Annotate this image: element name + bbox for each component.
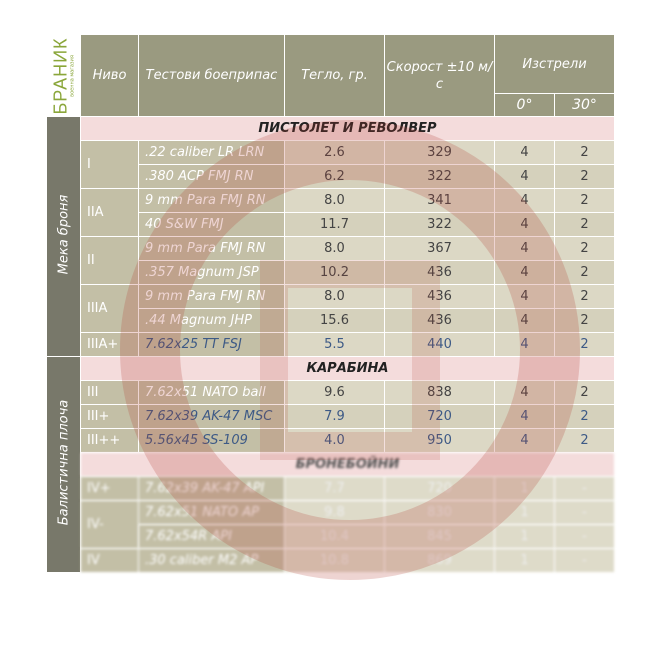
weight-cell: 6.2 bbox=[285, 165, 385, 189]
table-row bbox=[47, 285, 615, 309]
weight-cell: 4.0 bbox=[285, 429, 385, 453]
table-row bbox=[47, 333, 615, 357]
velocity-cell: 436 bbox=[385, 285, 495, 309]
velocity-cell: 950 bbox=[385, 429, 495, 453]
shots-0-cell: 4 bbox=[495, 213, 555, 237]
velocity-cell: 341 bbox=[385, 189, 495, 213]
shots-30-cell: 2 bbox=[555, 165, 615, 189]
header-level: Ниво bbox=[81, 35, 139, 117]
shots-0-cell: 4 bbox=[495, 165, 555, 189]
table-row bbox=[47, 501, 615, 525]
weight-cell: 10.2 bbox=[285, 261, 385, 285]
weight-cell: 11.7 bbox=[285, 213, 385, 237]
shots-30-cell: 2 bbox=[555, 405, 615, 429]
ammo-cell: 5.56x45 SS-109 bbox=[139, 429, 285, 453]
level-cell: IIIA bbox=[81, 285, 139, 333]
ammo-cell: .22 caliber LR LRN bbox=[139, 141, 285, 165]
weight-cell: 8.0 bbox=[285, 237, 385, 261]
weight-cell: 15.6 bbox=[285, 309, 385, 333]
section-ap: БРОНЕБОЙНИ bbox=[81, 453, 615, 477]
header-shots-0: 0° bbox=[495, 94, 555, 117]
weight-cell: 10.8 bbox=[285, 549, 385, 573]
sidebar-soft-armor bbox=[47, 117, 81, 357]
shots-0-cell: 4 bbox=[495, 285, 555, 309]
level-cell: IV- bbox=[81, 501, 139, 549]
weight-cell: 7.7 bbox=[285, 477, 385, 501]
velocity-cell: 869 bbox=[385, 549, 495, 573]
header-shots-30: 30° bbox=[555, 94, 615, 117]
ammo-cell: 7.62x54R API bbox=[139, 525, 285, 549]
ammo-cell: 7.62x51 NATO AP bbox=[139, 501, 285, 525]
weight-cell: 2.6 bbox=[285, 141, 385, 165]
velocity-cell: 322 bbox=[385, 165, 495, 189]
shots-0-cell: 4 bbox=[495, 189, 555, 213]
level-cell: IIIA+ bbox=[81, 333, 139, 357]
table-row bbox=[47, 429, 615, 453]
section-row bbox=[47, 117, 615, 141]
ammo-cell: 7.62x39 AK-47 API bbox=[139, 477, 285, 501]
shots-30-cell: 2 bbox=[555, 237, 615, 261]
shots-0-cell: 4 bbox=[495, 261, 555, 285]
sidebar-plate bbox=[47, 357, 81, 573]
velocity-cell: 367 bbox=[385, 237, 495, 261]
header-velocity: Скорост ±10 м/с bbox=[385, 35, 495, 117]
weight-cell: 8.0 bbox=[285, 189, 385, 213]
velocity-cell: 329 bbox=[385, 141, 495, 165]
shots-30-cell: 2 bbox=[555, 261, 615, 285]
shots-0-cell: 4 bbox=[495, 381, 555, 405]
velocity-cell: 720 bbox=[385, 405, 495, 429]
weight-cell: 7.9 bbox=[285, 405, 385, 429]
header-weight: Тегло, гр. bbox=[285, 35, 385, 117]
shots-0-cell: 4 bbox=[495, 333, 555, 357]
shots-0-cell: 4 bbox=[495, 237, 555, 261]
ammo-cell: .30 caliber M2 AP bbox=[139, 549, 285, 573]
shots-30-cell: 2 bbox=[555, 213, 615, 237]
header-row bbox=[47, 35, 615, 94]
ammo-cell: .44 Magnum JHP bbox=[139, 309, 285, 333]
logo-tagline: военна магазия bbox=[69, 55, 76, 97]
sidebar-soft-label: Мека броня bbox=[56, 194, 71, 274]
ammo-cell: 9 mm Para FMJ RN bbox=[139, 189, 285, 213]
shots-30-cell: 2 bbox=[555, 333, 615, 357]
logo-name: БРАНИК bbox=[50, 37, 71, 115]
section-pistol: ПИСТОЛЕТ И РЕВОЛВЕР bbox=[81, 117, 615, 141]
table-row bbox=[47, 381, 615, 405]
table-row bbox=[47, 141, 615, 165]
ammo-cell: 40 S&W FMJ bbox=[139, 213, 285, 237]
level-cell: III bbox=[81, 381, 139, 405]
weight-cell: 9.8 bbox=[285, 501, 385, 525]
ammo-cell: .380 ACP FMJ RN bbox=[139, 165, 285, 189]
level-cell: II bbox=[81, 237, 139, 285]
section-row bbox=[47, 453, 615, 477]
shots-0-cell: 4 bbox=[495, 309, 555, 333]
weight-cell: 5.5 bbox=[285, 333, 385, 357]
level-cell: IV bbox=[81, 549, 139, 573]
velocity-cell: 440 bbox=[385, 333, 495, 357]
shots-30-cell: - bbox=[555, 501, 615, 525]
section-rifle: КАРАБИНА bbox=[81, 357, 615, 381]
armor-ratings-table bbox=[46, 34, 615, 573]
level-cell: IV+ bbox=[81, 477, 139, 501]
velocity-cell: 838 bbox=[385, 381, 495, 405]
shots-30-cell: 2 bbox=[555, 285, 615, 309]
weight-cell: 9.6 bbox=[285, 381, 385, 405]
shots-30-cell: - bbox=[555, 525, 615, 549]
ammo-cell: 7.62x39 AK-47 MSC bbox=[139, 405, 285, 429]
ammo-cell: .357 Magnum JSP bbox=[139, 261, 285, 285]
velocity-cell: 845 bbox=[385, 525, 495, 549]
level-cell: III+ bbox=[81, 405, 139, 429]
velocity-cell: 436 bbox=[385, 261, 495, 285]
table-row bbox=[47, 549, 615, 573]
table-row bbox=[47, 477, 615, 501]
shots-30-cell: 2 bbox=[555, 141, 615, 165]
shots-30-cell: - bbox=[555, 549, 615, 573]
table-row bbox=[47, 237, 615, 261]
shots-30-cell: 2 bbox=[555, 381, 615, 405]
level-cell: IIA bbox=[81, 189, 139, 237]
ammo-cell: 7.62x51 NATO ball bbox=[139, 381, 285, 405]
shots-0-cell: 1 bbox=[495, 525, 555, 549]
velocity-cell: 436 bbox=[385, 309, 495, 333]
shots-0-cell: 4 bbox=[495, 405, 555, 429]
header-ammo: Тестови боеприпас bbox=[139, 35, 285, 117]
table-row bbox=[47, 405, 615, 429]
velocity-cell: 830 bbox=[385, 501, 495, 525]
shots-0-cell: 1 bbox=[495, 477, 555, 501]
weight-cell: 8.0 bbox=[285, 285, 385, 309]
level-cell: I bbox=[81, 141, 139, 189]
shots-30-cell: 2 bbox=[555, 309, 615, 333]
header-shots: Изстрели bbox=[495, 35, 615, 94]
table-row bbox=[47, 189, 615, 213]
ammo-cell: 7.62x25 TT FSJ bbox=[139, 333, 285, 357]
velocity-cell: 322 bbox=[385, 213, 495, 237]
ammo-cell: 9 mm Para FMJ RN bbox=[139, 285, 285, 309]
logo bbox=[47, 35, 81, 117]
ammo-cell: 9 mm Para FMJ RN bbox=[139, 237, 285, 261]
shots-0-cell: 4 bbox=[495, 429, 555, 453]
shots-0-cell: 1 bbox=[495, 501, 555, 525]
sidebar-plate-label: Балистична плоча bbox=[56, 399, 71, 525]
shots-30-cell: 2 bbox=[555, 429, 615, 453]
shots-30-cell: - bbox=[555, 477, 615, 501]
section-row bbox=[47, 357, 615, 381]
weight-cell: 10.4 bbox=[285, 525, 385, 549]
velocity-cell: 720 bbox=[385, 477, 495, 501]
shots-30-cell: 2 bbox=[555, 189, 615, 213]
shots-0-cell: 4 bbox=[495, 141, 555, 165]
level-cell: III++ bbox=[81, 429, 139, 453]
shots-0-cell: 1 bbox=[495, 549, 555, 573]
